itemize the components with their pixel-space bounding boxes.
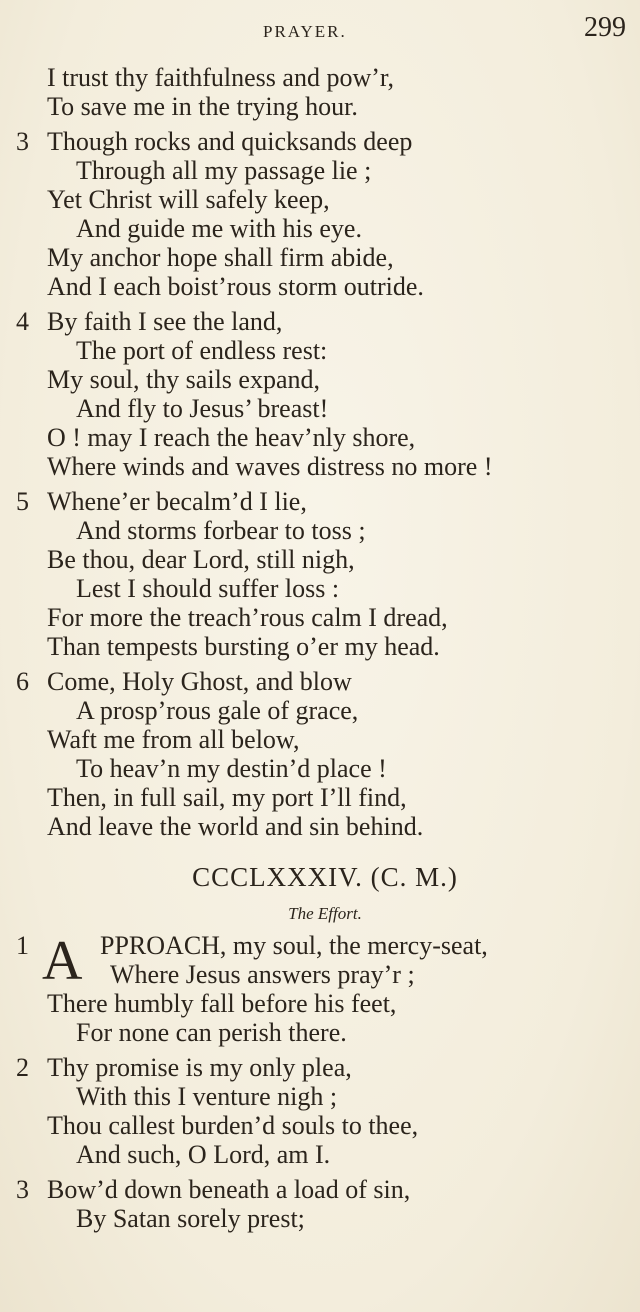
verse-line: Be thou, dear Lord, still nigh, (47, 545, 355, 574)
verse-line: Thy promise is my only plea, (47, 1053, 352, 1082)
verse-line: Then, in full sail, my port I’ll find, (47, 783, 407, 812)
stanza-6 (0, 667, 640, 841)
verse-line: By Satan sorely prest; (76, 1204, 305, 1233)
verse-line: The port of endless rest: (76, 336, 328, 365)
verse-line: And I each boist’rous storm outride. (47, 272, 424, 301)
verse-number: 1 (16, 931, 29, 960)
drop-cap: A (42, 930, 83, 992)
stanza-5 (0, 487, 640, 661)
hymn-title: CCCLXXXIV. (C. M.) (192, 862, 458, 892)
verse-line: Waft me from all below, (47, 725, 300, 754)
verse-number: 6 (16, 667, 29, 696)
verse-line: By faith I see the land, (47, 307, 283, 336)
verse-line: PPROACH, my soul, the mercy-seat, (100, 931, 488, 960)
verse-line: To heav’n my destin’d place ! (76, 754, 387, 783)
verse-number: 3 (16, 1175, 29, 1204)
stanza-2 (0, 1053, 640, 1169)
verse-line: I trust thy faithfulness and pow’r, (47, 63, 395, 92)
stanza-continued (0, 63, 640, 121)
verse-line: My anchor hope shall firm abide, (47, 243, 394, 272)
stanza-1 (0, 931, 640, 1047)
verse-line: Yet Christ will safely keep, (47, 185, 330, 214)
verse-number: 5 (16, 487, 29, 516)
page-content (0, 60, 640, 1239)
verse-line: Through all my passage lie ; (76, 156, 372, 185)
page-number: 299 (584, 12, 626, 43)
verse-line: And such, O Lord, am I. (76, 1140, 331, 1169)
verse-number: 4 (16, 307, 29, 336)
verse-line: Where winds and waves distress no more ! (47, 452, 493, 481)
verse-line: And guide me with his eye. (76, 214, 362, 243)
verse-number: 2 (16, 1053, 29, 1082)
verse-line: Than tempests bursting o’er my head. (47, 632, 440, 661)
verse-number: 3 (16, 127, 29, 156)
stanza-3 (0, 127, 640, 301)
verse-line: And storms forbear to toss ; (76, 516, 366, 545)
verse-line: Though rocks and quicksands deep (47, 127, 413, 156)
verse-line: With this I venture nigh ; (76, 1082, 338, 1111)
verse-line: Bow’d down beneath a load of sin, (47, 1175, 411, 1204)
verse-line: A prosp’rous gale of grace, (76, 696, 359, 725)
page-header (0, 12, 640, 48)
stanza-4 (0, 307, 640, 481)
verse-line: O ! may I reach the heav’nly shore, (47, 423, 416, 452)
verse-line: Where Jesus answers pray’r ; (110, 960, 415, 989)
verse-line: And fly to Jesus’ breast! (76, 394, 329, 423)
verse-line: There humbly fall before his feet, (47, 989, 397, 1018)
verse-line: Whene’er becalm’d I lie, (47, 487, 307, 516)
verse-line: For more the treach’rous calm I dread, (47, 603, 448, 632)
verse-line: My soul, thy sails expand, (47, 365, 320, 394)
verse-line: Thou callest burden’d souls to thee, (47, 1111, 419, 1140)
verse-line: For none can perish there. (76, 1018, 347, 1047)
hymn-subtitle: The Effort. (288, 904, 362, 923)
verse-line: To save me in the trying hour. (47, 92, 358, 121)
verse-line: Lest I should suffer loss : (76, 574, 340, 603)
running-head: PRAYER. (263, 22, 347, 41)
stanza-3-partial (0, 1175, 640, 1233)
verse-line: Come, Holy Ghost, and blow (47, 667, 352, 696)
verse-line: And leave the world and sin behind. (47, 812, 424, 841)
